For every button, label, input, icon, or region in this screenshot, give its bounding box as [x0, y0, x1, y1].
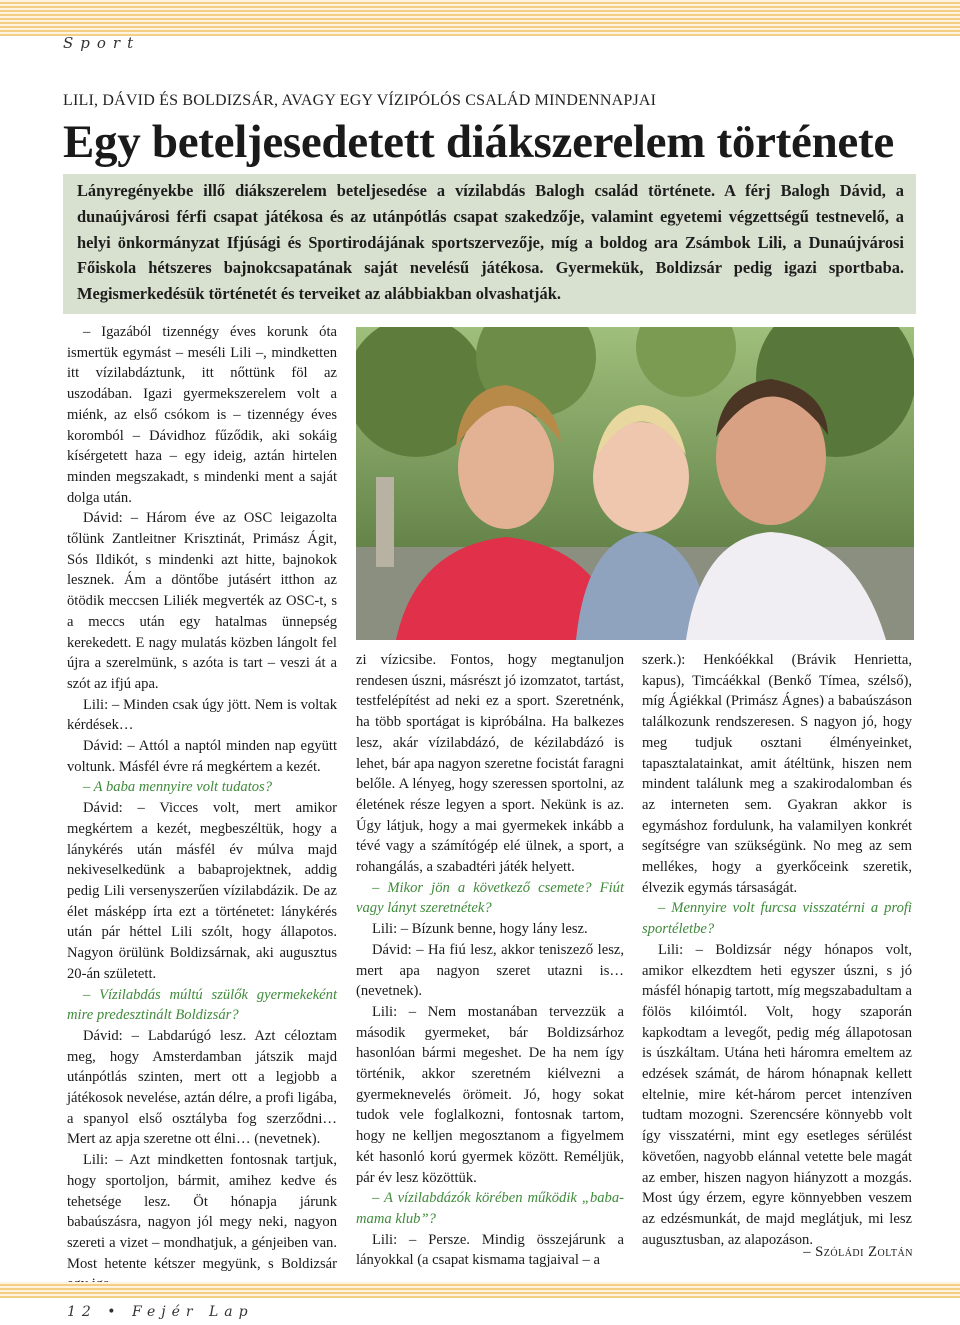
- interview-question: – Mikor jön a következő csemete? Fiút vagy lányt szeretnétek?: [356, 879, 624, 917]
- text-column-1: [67, 322, 337, 1295]
- interview-question: – Vízilabdás múltú szülők gyermekeként mire predesztinált Boldizsár?: [67, 986, 337, 1024]
- article-paragraph: szerk.): Henkóékkal (Brávik Henrietta, kapus), Timcáékkal (Benkő Tímea, szélső), míg Ágiékkal (Primász Ágnes) a babaúszáson találkozunk rendszeresen. S nagyon jó, hogy meg tudjuk osztani élményeinket, tapasztalatainkat, amit átéltünk, hiszen nem mindent találunk meg a szakirodalomban és az interneten sem. Gyakran akkor is egymáshoz fordulunk, ha valamilyen konkrét segítségre van szükségünk. No meg az sem mellékes, hogy a gyerkőceink szeretik, élvezik egymás társaságát.: [642, 652, 912, 896]
- page-number: 12: [67, 1304, 97, 1320]
- article-paragraph: Dávid: – Ha fiú lesz, akkor teniszező lesz, mert apa nagyon szeret utazni is… (nevetnek).: [356, 941, 624, 1000]
- interview-question: – Mennyire volt furcsa visszatérni a profi sportéletbe?: [642, 900, 912, 938]
- section-label: Sport: [63, 34, 141, 52]
- lead-paragraph: Lányregényekbe illő diákszerelem beteljesedése a vízilabdás Balogh család története. A férj Balogh Dávid, a dunaújvárosi férfi csapat játékosa és az utánpótlás csapat szakedzője, valamint egyetemi végzettségű testnevelő, a helyi önkormányzat Ifjúsági és Sportirodájának sportszervezője, míg a boldog ara Zsámbok Lili, a Dunaújvárosi Főiskola hétszeres bajnokcsapatának saját nevelésű játékosa. Gyermekük, Boldizsár pedig igazi sportbaba. Megismerkedésük történetét és terveiket az alábbiakban olvashatják.: [77, 181, 904, 304]
- family-photo-illustration: [356, 327, 914, 640]
- article-paragraph: Lili: – Nem mostanában tervezzük a második gyermeket, bár Boldizsárhoz hasonlóan bármi megeshet. De ha nem így történik, akkor szeretném kiélvezni a gyermeknevelés örömeit. Jó, hogy sokat tudok vele foglalkozni, fontosnak tartom, hogy ne kelljen megosztanom a figyelmem két hasonló korú gyermek között. Reméljük, pár év lesz közöttük.: [356, 1003, 624, 1186]
- article-paragraph: Dávid: – Három éve az OSC leigazolta tőlünk Zantleitner Krisztinát, Primász Ágit, Sós Ildikót, s mindenki azt hitte, bajnokok lesznek. Ám a döntőbe jutásért itthon az ötödik meccsen Liliék megverték az OSC-t, s a meccs után egy hatalmas ünnepség kerekedett. E nagy mulatás közben lángolt fel újra a szerelmünk, s azóta is tart – veszi át a szót az ifjú apa.: [67, 510, 337, 692]
- article-kicker: LILI, DÁVID ÉS BOLDIZSÁR, AVAGY EGY VÍZIPÓLÓS CSALÁD MINDENNAPJAI: [63, 92, 657, 109]
- article-paragraph: Lili: – Azt mindketten fontosnak tartjuk, hogy sportoljon, bármit, amihez kedve és tehetsége lesz. Öt hónapja járunk babaúszásra, nagyon jól megy neki, nagyon szereti a vizet – mondhatjuk, a génjeiben van. Most hetente kétszer megyünk, s Boldizsár: [67, 1152, 337, 1272]
- publication-name: Fejér Lap: [132, 1304, 254, 1320]
- text-column-3: [642, 650, 912, 1250]
- article-paragraph: Dávid: – Vicces volt, mert amikor megkértem a kezét, megbeszéltük, hogy a lánykérés után másfél év múlva majd nekiveselkedünk a babaprojektnek, addig pedig Lili versenyszerűen vízilabdázik. De az élet másképp írta ezt a történetet: lánykérés után pár héttel Lili szólt, hogy állapotos. Nagyon örülünk Boldizsárnak, aki augusztus 20-án született.: [67, 800, 337, 982]
- lead-box: [63, 174, 916, 314]
- page-footer: [67, 1304, 254, 1320]
- interview-question: – A baba mennyire volt tudatos?: [83, 779, 273, 796]
- article-paragraph: Lili: – Persze. Mindig összejárunk a lányokkal (a csapat kismama tagjaival – a: [356, 1231, 624, 1269]
- article-paragraph: Lili: – Minden csak úgy jött. Nem is voltak kérdések…: [67, 696, 337, 734]
- article-paragraph: Lili: – Bízunk benne, hogy lány lesz.: [372, 921, 588, 938]
- article-paragraph: Dávid: – Attól a naptól minden nap együtt voltunk. Másfél évre rá megkértem a kezét.: [67, 738, 337, 775]
- family-photo: [356, 327, 914, 640]
- article-paragraph: zi vízicsibe. Fontos, hogy megtanuljon rendesen úszni, másrészt jó izomzatot, tartást, testfelépítést ad neki ez a sport. Szeretnénk, ha több sportágat is kipróbálna. Ha balkezes lesz, akár vízilabdázó, de kézilabdázó is lehet, bár apa nagyon szeretne focistát faragni belőle. A lényeg, hogy szeressen sportolni, az életének része legyen a sport. Nekünk is az. Úgy látjuk, hogy a mai gyermekek inkább a tévé vagy a számítógép elé ülnek, a sport, a rohangálás, a szabadtéri játék helyett.: [356, 652, 624, 876]
- article-headline: Egy beteljesedetett diákszerelem története: [63, 116, 894, 168]
- top-decorative-stripes: [0, 0, 960, 36]
- article-paragraph: – Igazából tizennégy éves korunk óta ismertük egymást – meséli Lili –, mindketten itt vízilabdáztunk, itt nőttünk föl az uszodában. Igazi gyermekszerelem volt a miénk, az első csókom is – tizennégy éves koromból – Dávidhoz fűződik, aki sokáig kísérgetett haza – egy ideig, aztán hirtelen minden megszakadt, s mindenki ment a saját dolga után.: [67, 324, 337, 506]
- bottom-decorative-stripes: [0, 1282, 960, 1298]
- interview-question: – A vízilabdázók körében működik „baba-mama klub”?: [356, 1190, 624, 1227]
- footer-bullet: •: [107, 1304, 122, 1320]
- article-paragraph: Dávid: – Labdarúgó lesz. Azt céloztam meg, hogy Amsterdamban játszik majd utánpótlás szinten, mert ott a legjobb a játékosok nevelése, aztán délre, a profi ligába, a spanyol első osztályba fog szerződni… Mert az apja szeretne ott élni… (nevetnek).: [67, 1027, 337, 1148]
- byline: – Szóládi Zoltán: [803, 1244, 913, 1260]
- article-paragraph: Lili: – Boldizsár négy hónapos volt, amikor elkezdtem heti egyszer úszni, s jó másfél hónapig tartott, míg megszabadultam a fölös kilóimtól. Volt, hogy szaporán kapkodtam a levegőt, pedig még állapotosan is úszkáltam. Utána heti háromra emeltem az edzések számát, de három hónapnak kellett eltelnie, mire két-három percet intenzíven tudtam mozogni. Szerencsére könnyebb volt így visszatérni, mint egy esetleges sérülést követően, nagyobb elánnal vetette bele magát az ember, hiszen nagyon hiányzott a mozgás. Most úgy érzem, egyre könnyebben veszem az edzésmunkát, de majd meglátjuk, mi lesz augusztusban, az alapozáson.: [642, 941, 912, 1248]
- text-column-2: [356, 650, 624, 1271]
